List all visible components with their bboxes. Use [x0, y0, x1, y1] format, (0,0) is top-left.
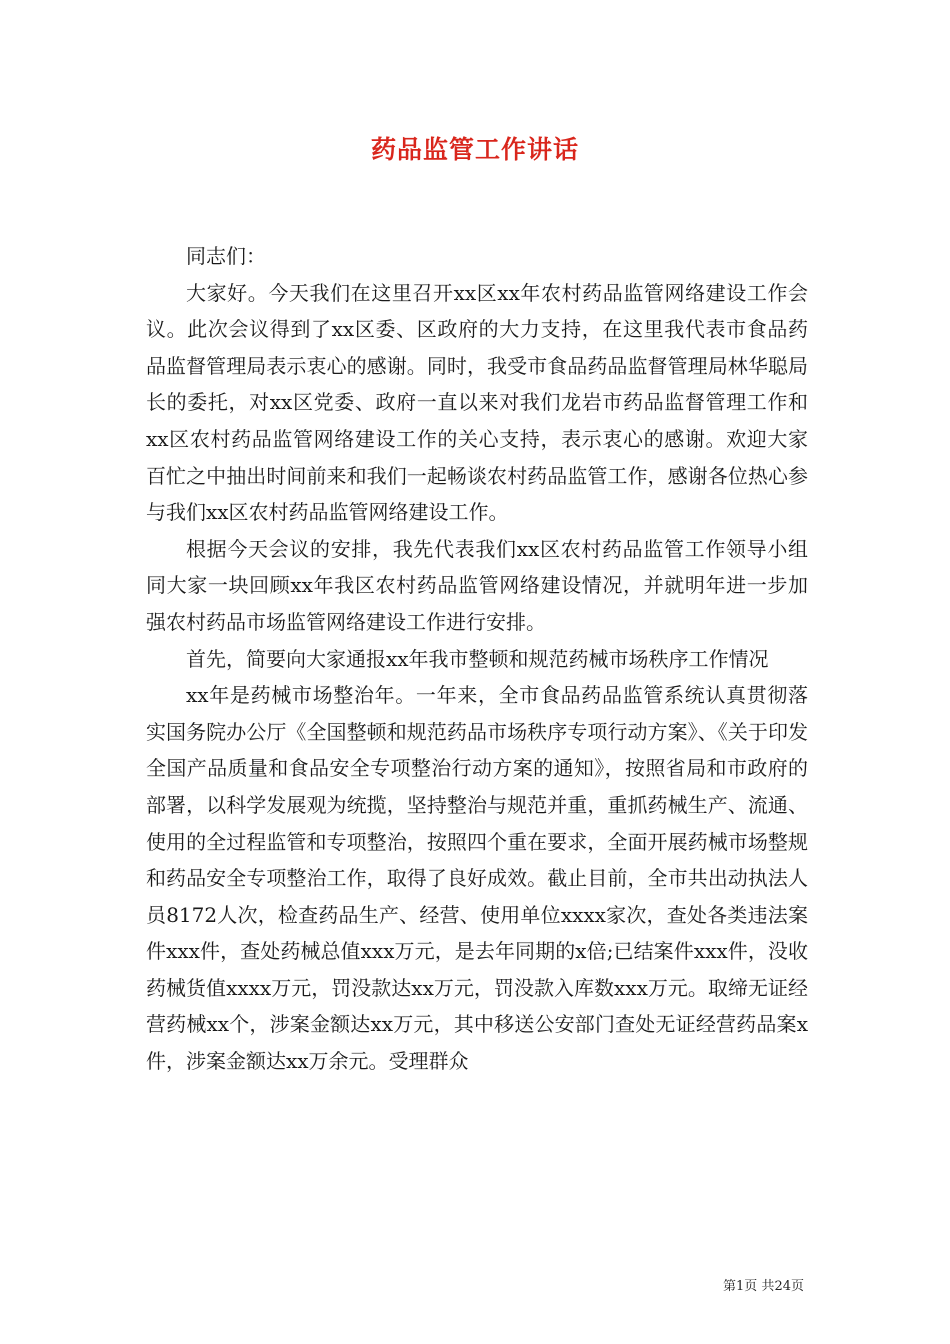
report-paragraph: xx年是药械市场整治年。一年来，全市食品药品监管系统认真贯彻落实国务院办公厅《全国整顿和规范药品市场秩序专项行动方案》、《关于印发全国产品质量和食品安全专项整治行动方案的通知》，按照省局和市政府的部署，以科学发展观为统揽，坚持整治与规范并重，重抓药械生产、流通、使用的全过程监管和专项整治，按照四个重在要求，全面开展药械市场整规和药品安全专项整治工作，取得了良好成效。截止目前，全市共出动执法人员8172人次，检查药品生产、经营、使用单位xxxx家次，查处各类违法案件xxx件，查处药械总值xxx万元，是去年同期的x倍;已结案件xxx件，没收药械货值xxxx万元，罚没款达xx万元，罚没款入库数xxx万元。取缔无证经营药械xx个，涉案金额达xx万元，其中移送公安部门查处无证经营药品案x件，涉案金额达xx万余元。受理群众: [146, 683, 808, 1074]
document-title: 药品监管工作讲话: [370, 135, 579, 164]
salutation-paragraph: 同志们：: [186, 244, 266, 268]
footer-current-page: 1: [736, 1279, 745, 1294]
footer-suffix: 页: [790, 1279, 804, 1294]
footer-prefix: 第: [723, 1279, 737, 1294]
opening-paragraph: 大家好。今天我们在这里召开xx区xx年农村药品监管网络建设工作会议。此次会议得到了xx区委、区政府的大力支持，在这里我代表市食品药品监督管理局表示衷心的感谢。同时，我受市食品药品监督管理局林华聪局长的委托，对xx区党委、政府一直以来对我们龙岩市药品监督管理工作和xx区农村药品监管网络建设工作的关心支持，表示衷心的感谢。欢迎大家百忙之中抽出时间前来和我们一起畅谈农村药品监管工作，感谢各位热心参与我们xx区农村药品监管网络建设工作。: [146, 280, 808, 525]
footer-middle: 页 共: [744, 1279, 775, 1294]
page-footer: [723, 1278, 804, 1296]
section-heading-paragraph: 首先，简要向大家通报xx年我市整顿和规范药械市场秩序工作情况: [186, 646, 769, 671]
document-body: [146, 238, 808, 1080]
footer-total-pages: 24: [774, 1279, 791, 1294]
agenda-paragraph: 根据今天会议的安排，我先代表我们xx区农村药品监管工作领导小组同大家一块回顾xx年我区农村药品监管网络建设情况，并就明年进一步加强农村药品市场监管网络建设工作进行安排。: [146, 536, 808, 634]
